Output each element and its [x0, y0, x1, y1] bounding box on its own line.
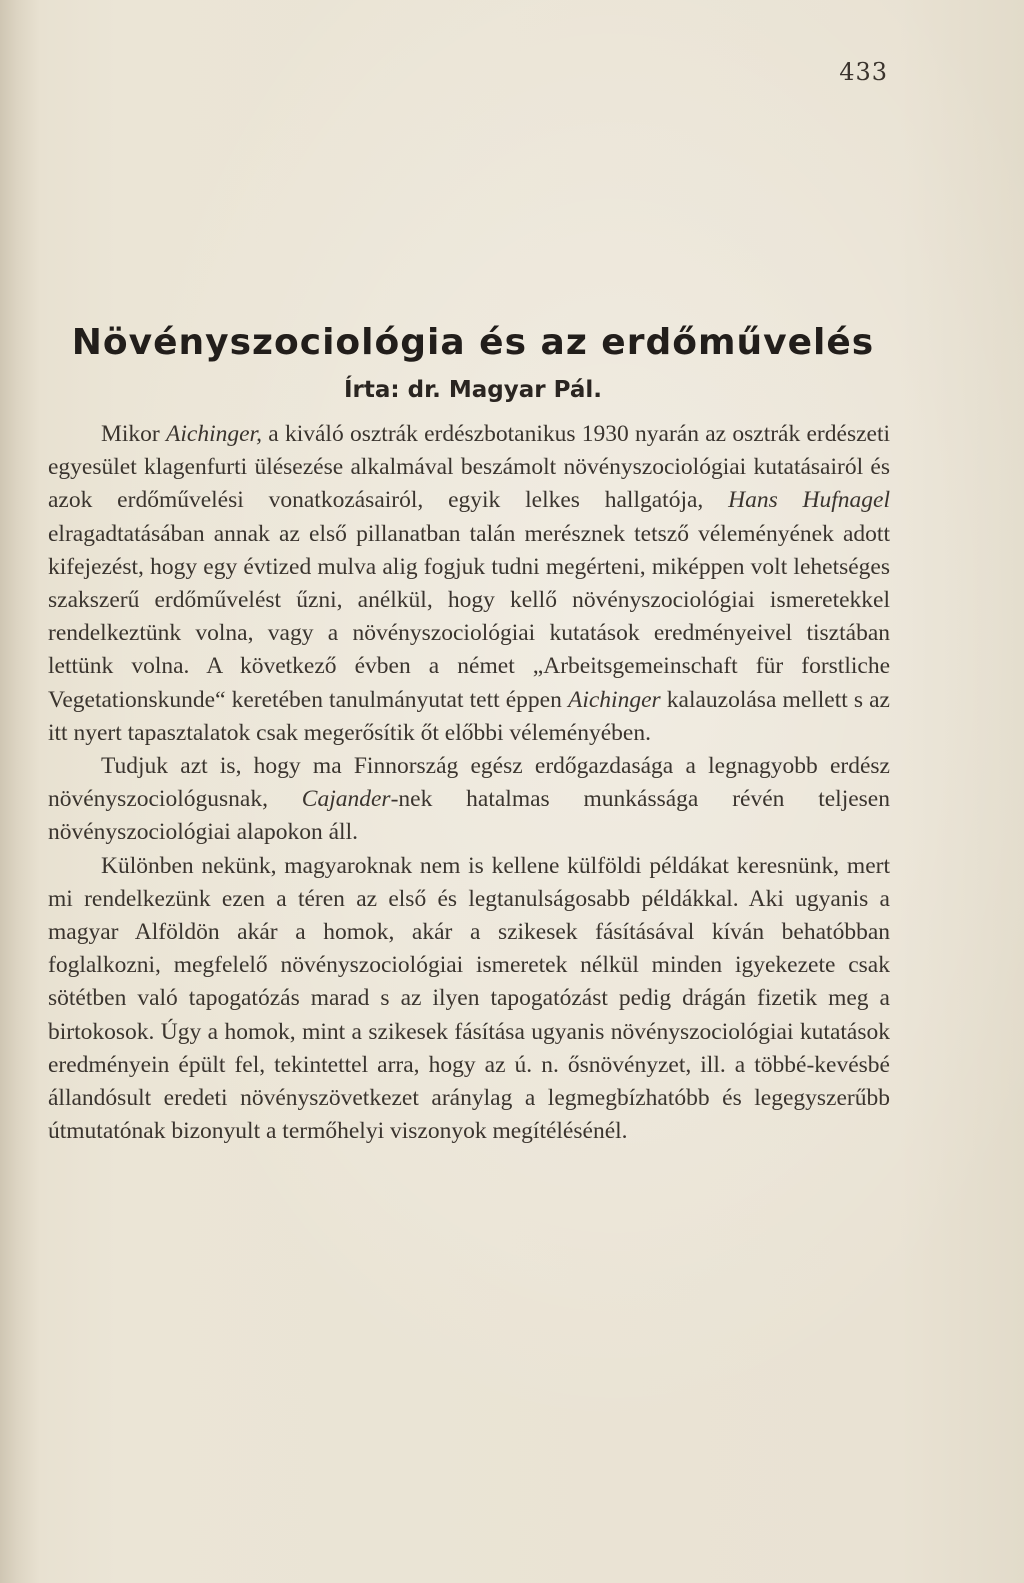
article-byline: Írta: dr. Magyar Pál.: [343, 377, 602, 403]
article-body: [48, 418, 890, 1148]
italic-name: Aichinger,: [166, 421, 262, 447]
italic-name: Aichinger: [567, 686, 661, 713]
text-run: Mikor: [101, 421, 167, 447]
page-number: 433: [839, 58, 888, 86]
text-run: -nek hatalmas munkássága révén teljesen növényszociológiai alapokon áll.: [48, 786, 890, 846]
text-run: a kiváló osztrák erdészbotanikus 1930 nyarán az osztrák erdészeti egyesület klagenfurti ülésezése alkalmával beszámolt növényszociológiai kutatásairól és azok erdőművelési vonatkozásairól, egyik lelkes hallgatója,: [48, 421, 891, 514]
italic-name: Hans Hufnagel: [728, 487, 891, 514]
text-run: Különben nekünk, magyaroknak nem is kellene külföldi példákat keresnünk, mert mi rendelkezünk ezen a téren az első és legtanulságosabb példákkal. Aki ugyanis a magyar Alföldön akár a homok, akár a szikesek fásításával kíván behatóbban foglalkozni, megfelelő növényszociológiai ismeretek nélkül minden igyekezete csak sötétben való tapogatózás marad s az ilyen tapogatózást pedig drágán fizetik meg a birtokosok. Úgy a homok, mint a szikesek fásítása ugyanis növényszociológiai kutatások eredményein épült fel, tekintettel arra, hogy az ú. n. ősnövényzet, ill. a többé-kevésbé állandósult eredeti növényszövetkezet aránylag a legmegbízhatóbb és legegyszerűbb útmutatónak bizonyult a termőhelyi viszonyok megítélésénél.: [48, 852, 890, 1145]
paragraph: [48, 750, 890, 850]
article-title: Növényszociológia és az erdőművelés: [71, 322, 875, 363]
text-run: elragadtatásában annak az első pillanatban talán merésznek tetsző véleményének adott kifejezést, hogy egy évtized mulva alig fogjuk tudni megérteni, miképpen volt lehetséges szakszerű erdőművelést űzni, anélkül, hogy kellő növényszociológiai ismeretekkel rendelkeztünk volna, vagy a növényszociológiai kutatások eredményeivel tisztában lettünk volna. A következő évben a német „Arbeitsgemeinschaft für forstliche Vegetationskunde“ keretében tanulmányutat tett éppen: [48, 520, 890, 713]
text-run: Tudjuk azt is, hogy ma Finnország egész erdőgazdasága a legnagyobb erdész növényszociológusnak,: [48, 753, 890, 813]
paragraph: [48, 418, 890, 750]
italic-name: Cajander: [301, 786, 391, 813]
paragraph: [48, 850, 890, 1149]
text-run: kalauzolása mellett s az itt nyert tapasztalatok csak megerősítik őt előbbi véleményében.: [48, 686, 890, 746]
